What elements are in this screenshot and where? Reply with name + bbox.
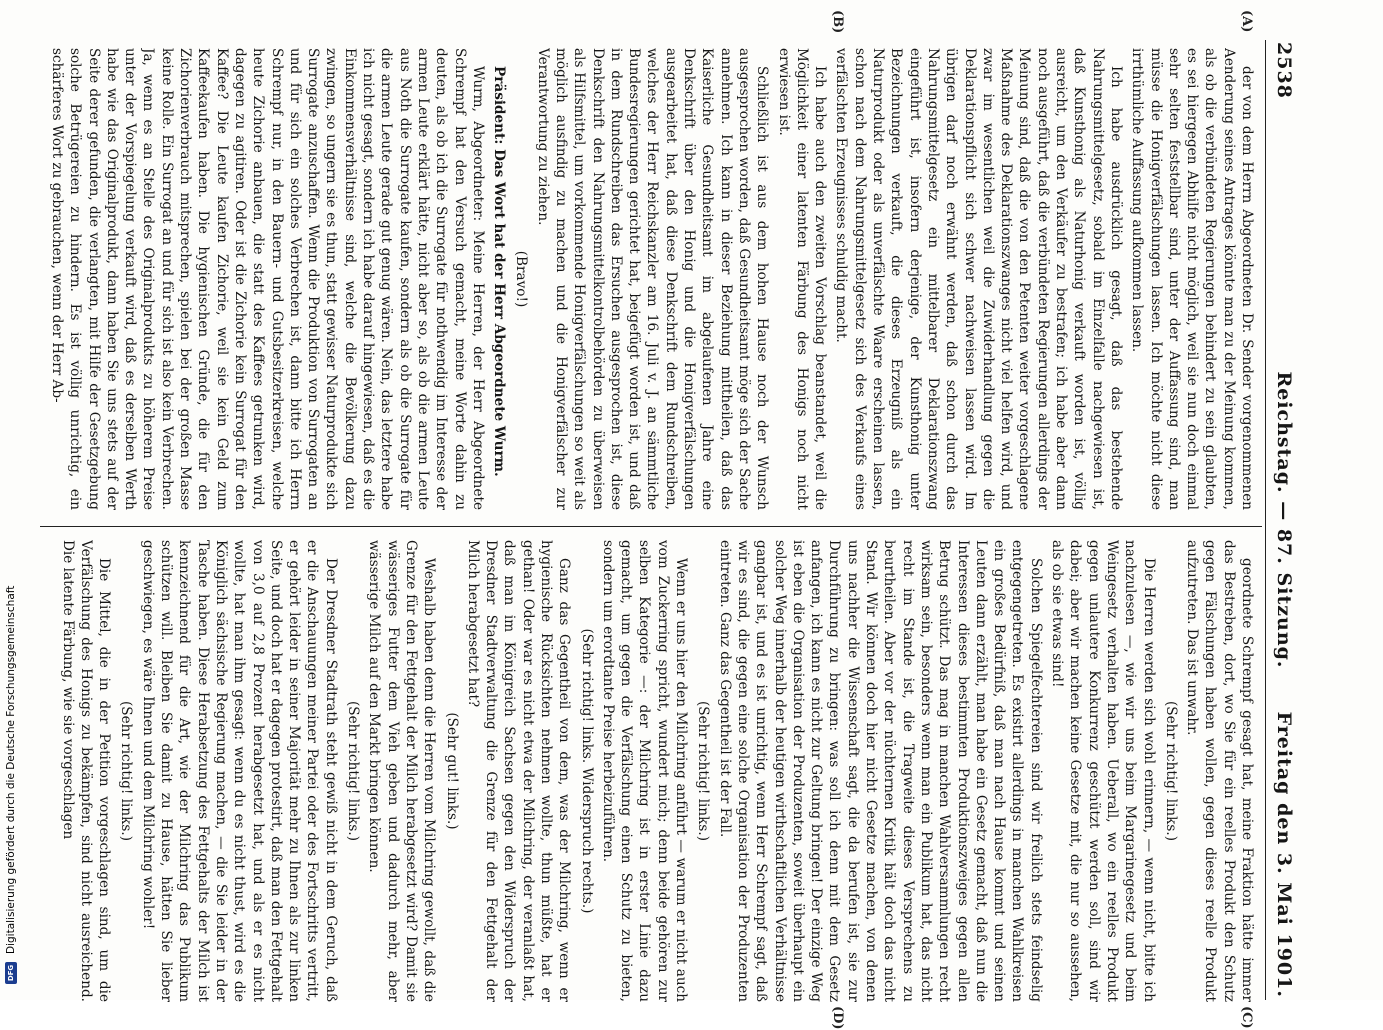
funding-credit [0, 0, 22, 1000]
paragraph: Wenn er uns hier den Milchring anführt — warum er nicht auch vom Zuckerring spricht, wundert mich; denn beide gehören zur selben Kategorie —: der Milchring ist in erster Linie dazu gemacht, um gegen die Verfälschung einen Schutz zu bieten, sondern um erordtante Preise herbeizuführen. [599, 540, 690, 1002]
paragraph: Die Herren werden sich wohl erinnern, — wenn nicht, bitte ich nachzulesen —, wie wir uns beim Margarinegesetz und beim Weingesetz verhalten haben. Ueberall, wo ein reelles Produkt gegen unlautere Konkurrenz geschützt werden soll, sind wir dabei; aber wir machen keine Gesetze mit, die nur so aussehen, als ob sie etwas sind! [1049, 540, 1157, 1002]
dfg-logo: DFG [5, 962, 17, 984]
paragraph: Ganz das Gegentheil von dem, was der Milchring, wenn er hygienische Rücksichten nehmen wollte, thun müßte, hat er gethan! Oder war es nicht etwa der Milchring, der veranlaßt hat, daß man im Königreich Sachsen gegen den Widerspruch der Dresdner Stadtverwaltung die Grenze für den Fettgehalt der Milch herabgesetzt hat? [464, 540, 573, 1002]
margin-marker-b: (B) [830, 10, 845, 34]
page-number: 2538 [1273, 42, 1295, 99]
left-column [46, 48, 1256, 510]
paragraph: Die Mittel, die in der Petition vorgeschlagen sind, um die Verfälschung des Honigs zu bekämpfen, sind nicht ausreichend. Die latente Färbung, wie sie vorgeschlagen [59, 540, 113, 1002]
speaker-paragraph: Wurm, Abgeordneter: Meine Herren, der Herr Abgeordnete Schrempf hat den Versuch gemacht, meine Worte dahin zu deuten, als ob ich die Surrogate für nothwendig im Interesse der armen Leute erklärt hätte, nicht aber so, als ob die armen Leute aus Noth die Surrogate kaufen, sondern als ob die Surrogate für die armen Leute gerade gut genug wären. Nein, das letztere habe ich nicht gesagt, sondern ich habe darauf hingewiesen, daß es die Einkommensverhältnisse sind, welche die Bevölkerung dazu zwingen, so ungern sie es thun, statt gewisser Naturprodukte sich Surrogate anzuschaffen. Wenn die Produktion von Surrogaten an und für sich ein solches Verbrechen ist, dann bitte ich Herrn Schrempf nur, in den Bauern- und Gutsbesitzerkreisen, welche heute Zichorie anbauen, die statt des Kaffees getrunken wird, dagegen zu agitiren. Oder ist die Zichorie kein Surrogat für den Kaffee? Die Leute kaufen Zichorie, weil sie kein Geld zum Kaffeekaufen haben. Die hygienischen Gründe, die für den Zichorienverbrauch mitsprechen, spielen bei der großen Masse keine Rolle. Ein Surrogat an und für sich ist also kein Verbrechen. Ja, wenn es an Stelle des Originalprodukts zu höherem Preise unter der Vorspiegelung verkauft wird, daß es derselben Werth habe wie das Originalprodukt, dann haben Sie uns stets auf der Seite derer gefunden, die verlangten, mit Hilfe der Gesetzgebung solche Betrügereien zu hindern. Es ist völlig unrichtig, ein schärferes Wort zu gebrauchen, wenn der Herr Ab- [49, 48, 486, 510]
column-divider [40, 526, 1262, 527]
interjection: (Bravo!) [513, 250, 530, 308]
session-date: Freitag den 3. Mai 1901. [1273, 711, 1295, 998]
paragraph: Weshalb haben denn die Herren vom Milchring gewollt, daß die Grenze für den Fettgehalt der Milch herabgesetzt wird? Damit sie wässeriges Futter dem Vieh geben und dadurch mehr, aber wässerige Milch auf den Markt bringen können. [366, 540, 438, 1002]
interjection: (Sehr richtig! links.) [345, 700, 362, 842]
funding-credit-text: Digitalisierung gefördert durch die Deutsche Forschungsgemeinschaft [5, 585, 17, 954]
paragraph: der von dem Herrn Abgeordneten Dr. Sender vorgenommenen Aenderung seines Antrages könnte man zu der Meinung kommen, als ob die verbündeten Regierungen behindert zu sein glaubten, es sei hiergegen Abhilfe nicht möglich, weil sie nun doch einmal sehr selten feststellbar sind, unter der Auffassung sind, man müsse die Honigverfälschungen lassen. Ich möchte nicht diese irrthümliche Auffassung aufkommen lassen. [1129, 48, 1255, 510]
interjection: (Sehr richtig! links.) [118, 700, 135, 842]
interjection: (Sehr richtig! links. Widerspruch rechts.) [578, 628, 595, 914]
margin-marker-d: (D) [830, 1006, 845, 1030]
paragraph: Ich habe ausdrücklich gesagt, daß das bestehende Nahrungsmittelgesetz, sobald im Einzelfalle nachgewiesen ist, daß Kunsthonig als Naturhonig verkauft worden ist, völlig ausreicht, um den Verkäufer zu bestrafen; ich habe aber dann noch ausgeführt, daß die verbündeten Regierungen allerdings der Meinung sind, daß die von den Petenten weiter vorgeschlagene Maßnahme des Deklarationszwanges nicht viel helfen wird, und zwar im wesentlichen weil die Zuwiderhandlung gegen die Deklarationspflicht sich schwer nachweisen lassen wird. Im übrigen darf noch erwähnt werden, daß schon durch das Nahrungsmittelgesetz ein mittelbarer Deklarationszwang eingeführt ist, insofern derjenige, der Kunsthonig unter Bezeichnungen verkauft, die dieses Erzeugniß als ein Naturprodukt oder als unverfälschte Waare erscheinen lassen, schon nach dem Nahrungsmittelgesetz sich des Verkaufs eines verfälschten Erzeugnisses schuldig macht. [833, 48, 1124, 510]
paragraph: geordnete Schrempf gesagt hat, meine Fraktion hätte immer das Bestreben, dort, wo Sie für ein reelles Produkt den Schutz gegen Fälschungen haben wollen, gegen dieses reelle Produkt aufzutreten. Das ist unwahr. [1184, 540, 1255, 1002]
interjection: (Sehr gut! links.) [443, 712, 460, 830]
paragraph: Schließlich ist aus dem hohen Hause noch der Wunsch ausgesprochen worden, daß Gesundheitsamt möge sich der Sache annehmen. Ich kann in dieser Beziehung mittheilen, daß das Kaiserliche Gesundheitsamt im abgelaufenen Jahre eine Denkschrift über den Honig und die Honigverfälschungen ausgearbeitet hat, daß diese Denkschrift dem Rundschreiben, welches der Herr Reichskanzler am 16. Juli v. J. an sämmtliche Bundesregierungen gerichtet hat, beigefügt worden ist, und daß in dem Rundschreiben das Ersuchen ausgesprochen ist, diese Denkschrift den Nahrungsmittelkontrolbehörden zu überweisen als Hilfsmittel, um vorkommende Honigverfälschungen so weit als möglich ausfindig zu machen und die Honigverfälscher zur Verantwortung zu ziehen. [534, 48, 771, 510]
document-page [40, 10, 1300, 1030]
margin-marker-a: (A) [1239, 10, 1254, 33]
right-column [46, 540, 1256, 1002]
interjection: (Sehr richtig! links.) [1162, 700, 1179, 842]
margin-marker-c: (C) [1239, 1006, 1254, 1029]
paragraph: Der Dresdner Stadtrath steht gewiß nicht in dem Geruch, daß er die Anschauungen meiner Partei oder des Fortschritts vertritt, er gehört leider in seiner Majorität mehr zu Ihnen als zur linken Seite, und doch hat er dagegen protestirt, daß man den Fettgehalt von 3,0 auf 2,8 Prozent herabgesetzt hat, und als er es nicht wollte, hat man ihm gesagt: wenn du es nicht thust, wird es die Königlich sächsische Regierung machen, — die Sie leider in der Tasche haben. Diese Herabsetzung des Fettgehalts der Milch ist kennzeichnend für die Art, wie der Milchring das Publikum schützen will. Bleiben Sie damit zu Hause, hätten Sie lieber geschwiegen, es wäre Ihnen und dem Milchring wohler! [139, 540, 339, 1002]
session-title: Reichstag. — 87. Sitzung. [1273, 371, 1295, 669]
page-header [1265, 40, 1300, 1000]
paragraph: Ich habe auch den zweiten Vorschlag beanstandet, weil die Möglichkeit einer latenten Färbung des Honigs noch nicht erwiesen ist. [775, 48, 829, 510]
speaker-paragraph: Präsident: Das Wort hat der Herr Abgeordnete Wurm. [491, 66, 508, 477]
paragraph: Solchen Spiegelfechtereien sind wir freilich stets feindselig entgegengetreten. Es existirt allerdings in manchen Wahlkreisen ein großes Bedürfniß, daß man nach Hause kommt und seinen Leuten dann erzählt, man habe ein Gesetz gemacht, daß nun die Interessen dieses bestimmten Produktionszweiges gegen allen Betrug schützt. Das mag in manchen Wahlversammlungen recht wirksam sein, besonders wenn man ein Publikum hat, das nicht recht im Stande ist, die Tragweite dieses Versprechens zu beurtheilen. Aber vor der nüchternen Kritik hält doch das nicht Stand. Wir können doch hier nicht Gesetze machen, von denen uns nachher die Wissenschaft sagt, die da berufen ist, sie zur Durchführung zu bringen: was soll ich denn mit dem Gesetz anfangen, ich kann es nicht zur Geltung bringen! Der einzige Weg ist eben die Organisation der Produzenten, soweit überhaupt ein solcher Weg innerhalb der heutigen wirthschaftlichen Verhältnisse gangbar ist, und es ist unrichtig, wenn Herr Schrempf sagt, daß wir es sind, die gegen eine solche Organisation der Produzenten eintreten. Ganz das Gegentheil ist der Fall. [716, 540, 1044, 1002]
interjection: (Sehr richtig! links.) [695, 700, 712, 842]
